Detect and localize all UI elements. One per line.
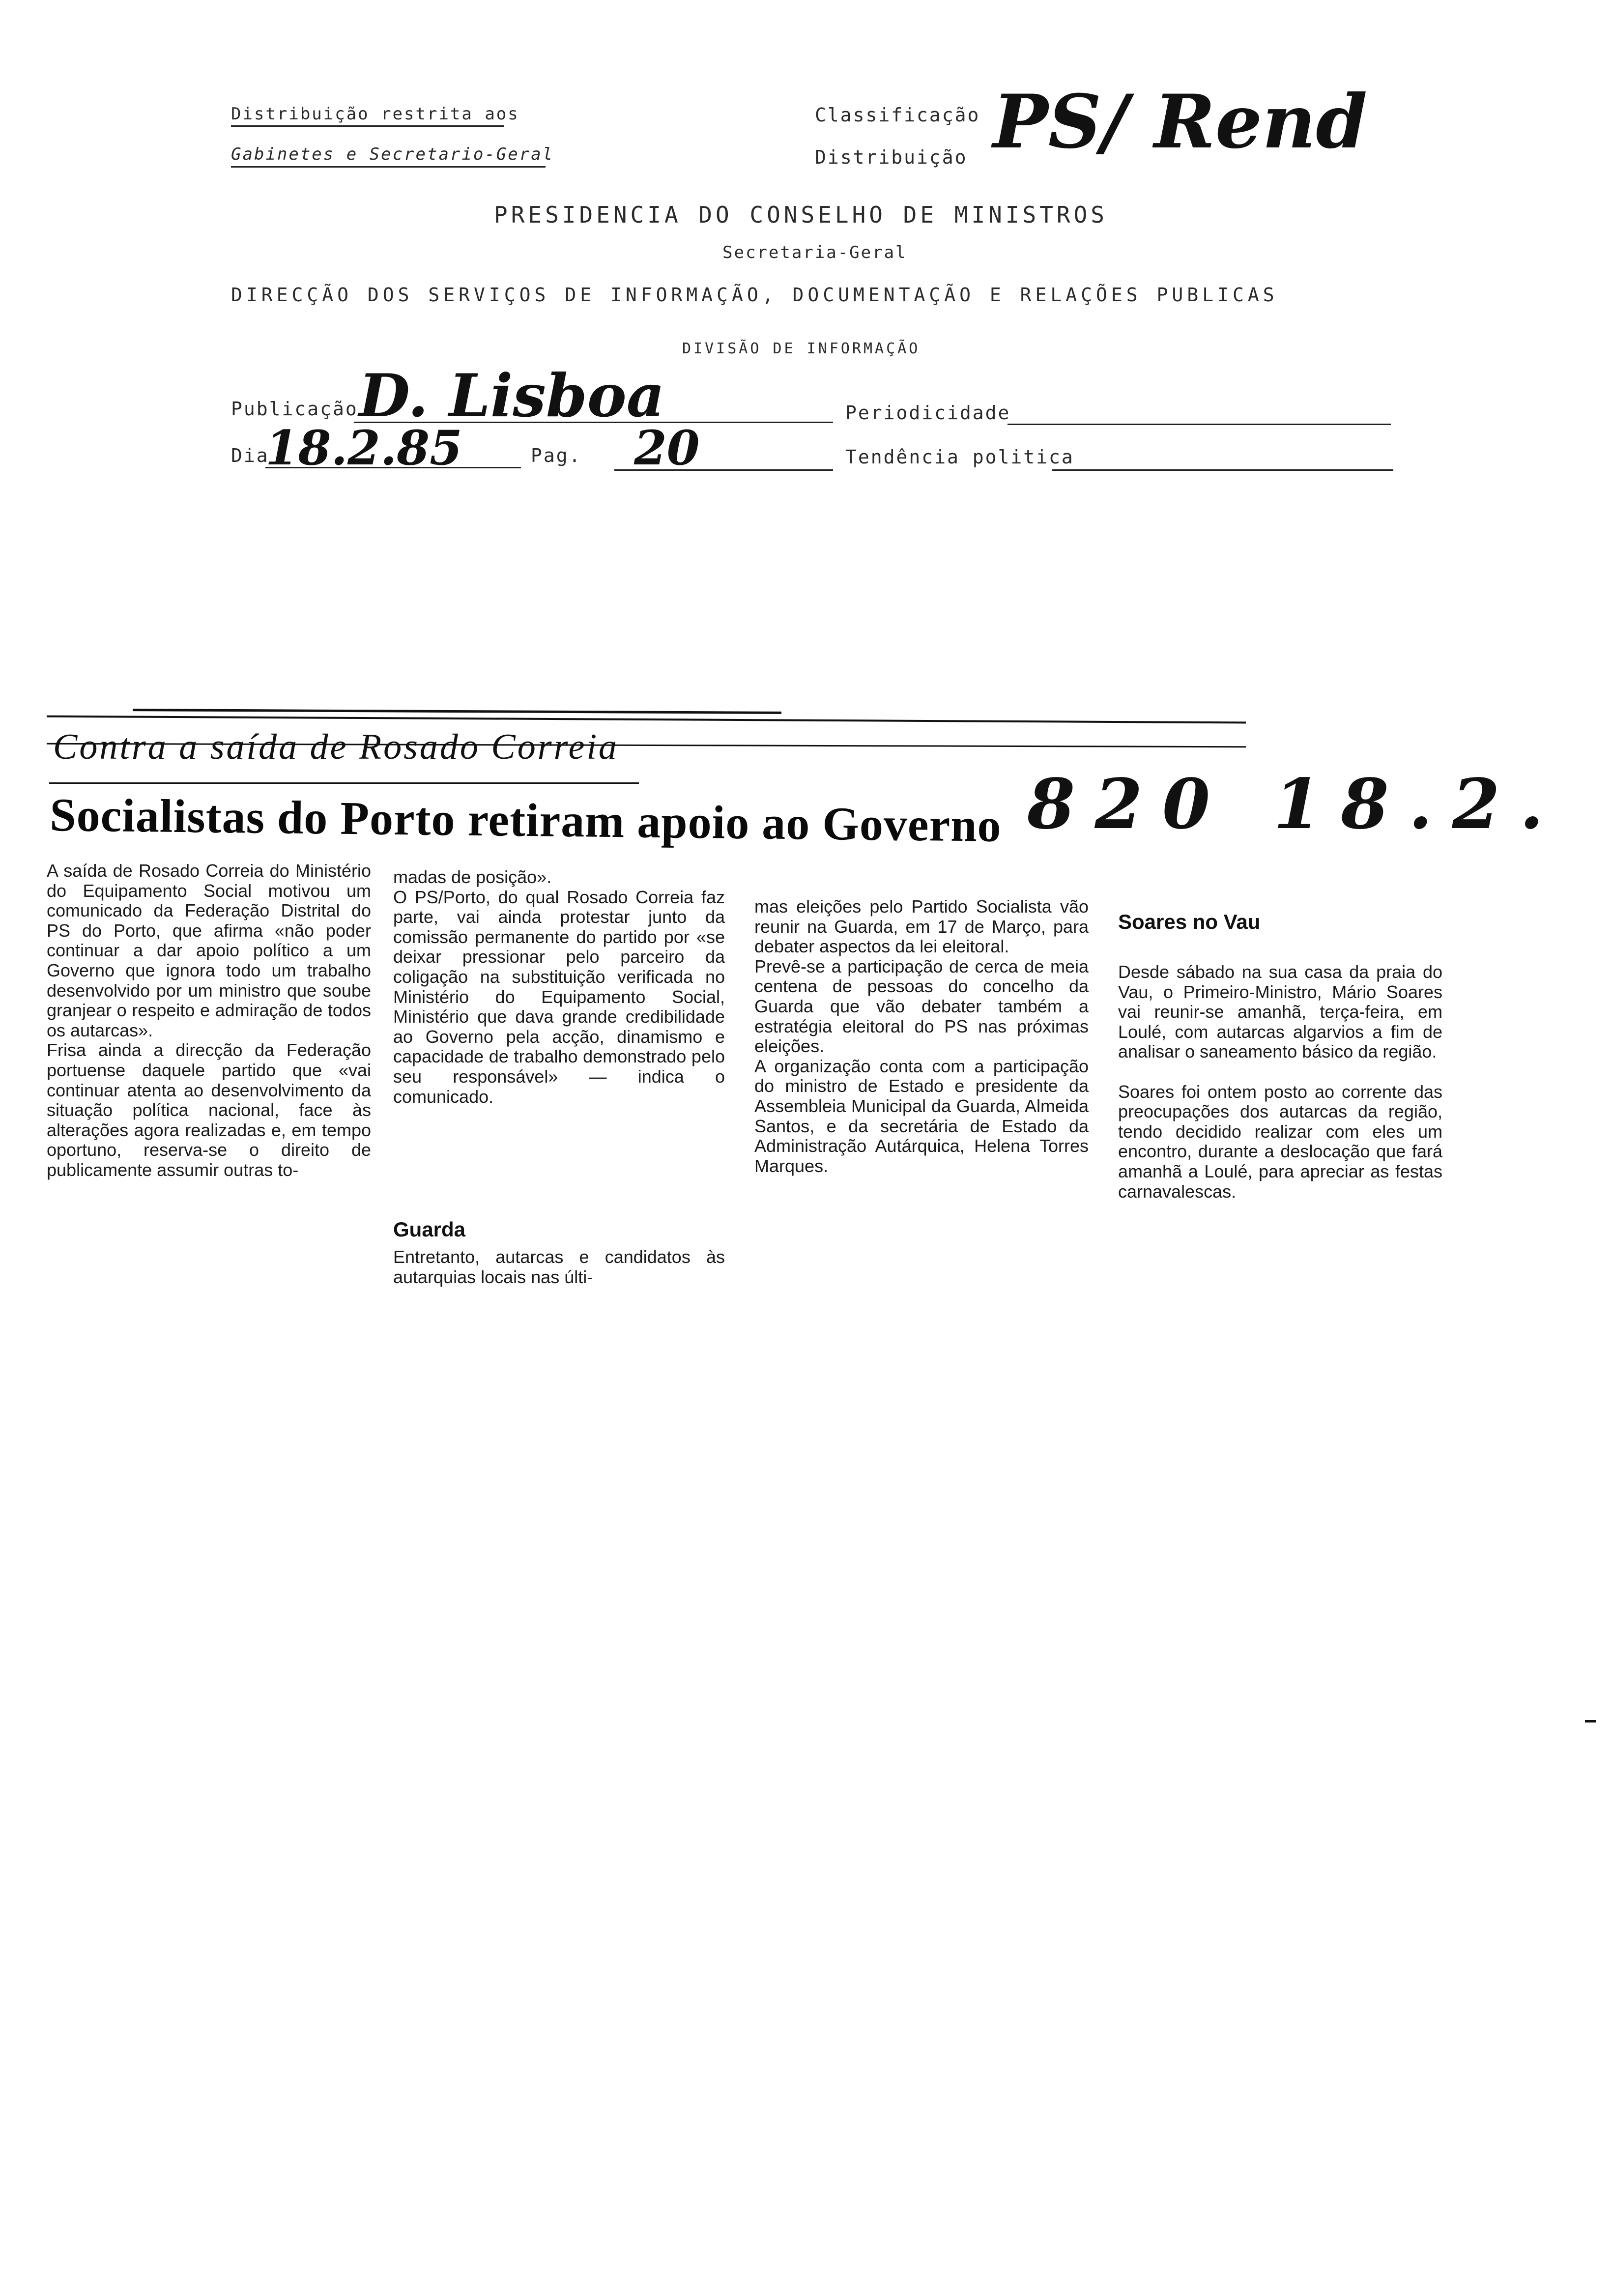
distribution-line-1: Distribuição restrita aos [231,104,519,124]
distribution-label: Distribuição [815,146,968,168]
periodicity-label: Periodicidade [845,402,1011,424]
guarda-subhead: Guarda [393,1218,466,1241]
tendency-label: Tendência politica [845,446,1074,468]
kicker-underline [49,782,639,784]
page-value: 20 [634,420,700,476]
tendency-underline [1052,469,1393,471]
article-headline: Socialistas do Porto retiram apoio ao Governo [49,788,1002,852]
publication-label: Publicação [231,398,358,420]
article-kicker: Contra a saída de Rosado Correia [53,727,619,767]
article-column-2-continued: Entretanto, autarcas e candidatos às autarquias locais nas últi- [393,1247,725,1287]
periodicity-underline [1008,424,1391,425]
article-column-3: mas eleições pelo Partido Socialista vão reunir na Guarda, em 17 de Março, para debater aspectos da lei eleitoral. Prevê-se a participação de cerca de meia centena de pessoas do concelho da Guarda que vão debater também a estratégia eleitoral do PS nas próximas eleições. A organização conta com a participação do ministro de Estado e presidente da Assembleia Municipal da Guarda, Almeida Santos, e da secretária de Estado da Administração Autárquica, Helena Torres Marques. [754,896,1089,1176]
clipping-rule [47,716,1246,724]
distribution-underline-1 [231,125,504,127]
page-label: Pag. [531,445,582,466]
secretariat-title: Secretaria-Geral [722,243,907,262]
clipping-top-rule [133,709,781,714]
publication-value: D. Lisboa [359,361,665,430]
directorate-title: DIRECÇÃO DOS SERVIÇOS DE INFORMAÇÃO, DOCUMENTAÇÃO E RELAÇÕES PUBLICAS [231,284,1278,306]
presidency-title: PRESIDENCIA DO CONSELHO DE MINISTROS [494,201,1108,228]
day-value: 18.2.85 [265,420,462,476]
article-column-4: Desde sábado na sua casa da praia do Vau, o Primeiro-Ministro, Mário Soares vai reunir-se amanhã, terça-feira, em Loulé, com autarcas algarvios a fim de analisar o saneamento básico da região. Soares foi ontem posto ao corrente das preocupações dos autarcas da região, tendo decidido realizar com eles um encontro, durante a deslocação que fará amanhã a Loulé, para apreciar as festas carnavalescas. [1118,962,1442,1202]
handwritten-mark: PS/ Rend [993,79,1368,165]
division-title: DIVISÃO DE INFORMAÇÃO [682,340,921,357]
day-label: Dia [231,445,269,466]
article-column-1: A saída de Rosado Correia do Ministério do Equipamento Social motivou um comunicado da Federação Distrital do PS do Porto, que afirma «não poder continuar a dar apoio político a um Governo que ignora todo um trabalho desenvolvido por um ministro que soube granjear o respeito e admiração de todos os autarcas». Frisa ainda a direcção da Federação portuense daquele partido que «vai continuar atenta ao desenvolvimento da situação política nacional, face às alterações agora realizadas e, em tempo oportuno, reserva-se o direito de publicamente assumir outras to- [47,861,371,1180]
handwritten-note: 820 18.2. [1027,764,1563,845]
scan-mark [1585,1720,1596,1722]
day-underline [265,467,521,468]
classification-label: Classificação [815,104,980,126]
article-column-2: madas de posição». O PS/Porto, do qual Rosado Correia faz parte, vai ainda protestar junto da comissão permanente do partido por «se deixar pressionar pelo parceiro da coligação na substituição verificada no Ministério do Equipamento Social, Ministério que dava grande credibilidade ao Governo pela acção, dinamismo e capacidade de trabalho demonstrado pelo seu responsável» — indica o comunicado. [393,867,725,1107]
page-underline [614,469,833,471]
distribution-underline-2 [231,166,546,168]
soares-subhead: Soares no Vau [1118,910,1261,933]
distribution-line-2: Gabinetes e Secretario-Geral [231,144,554,164]
